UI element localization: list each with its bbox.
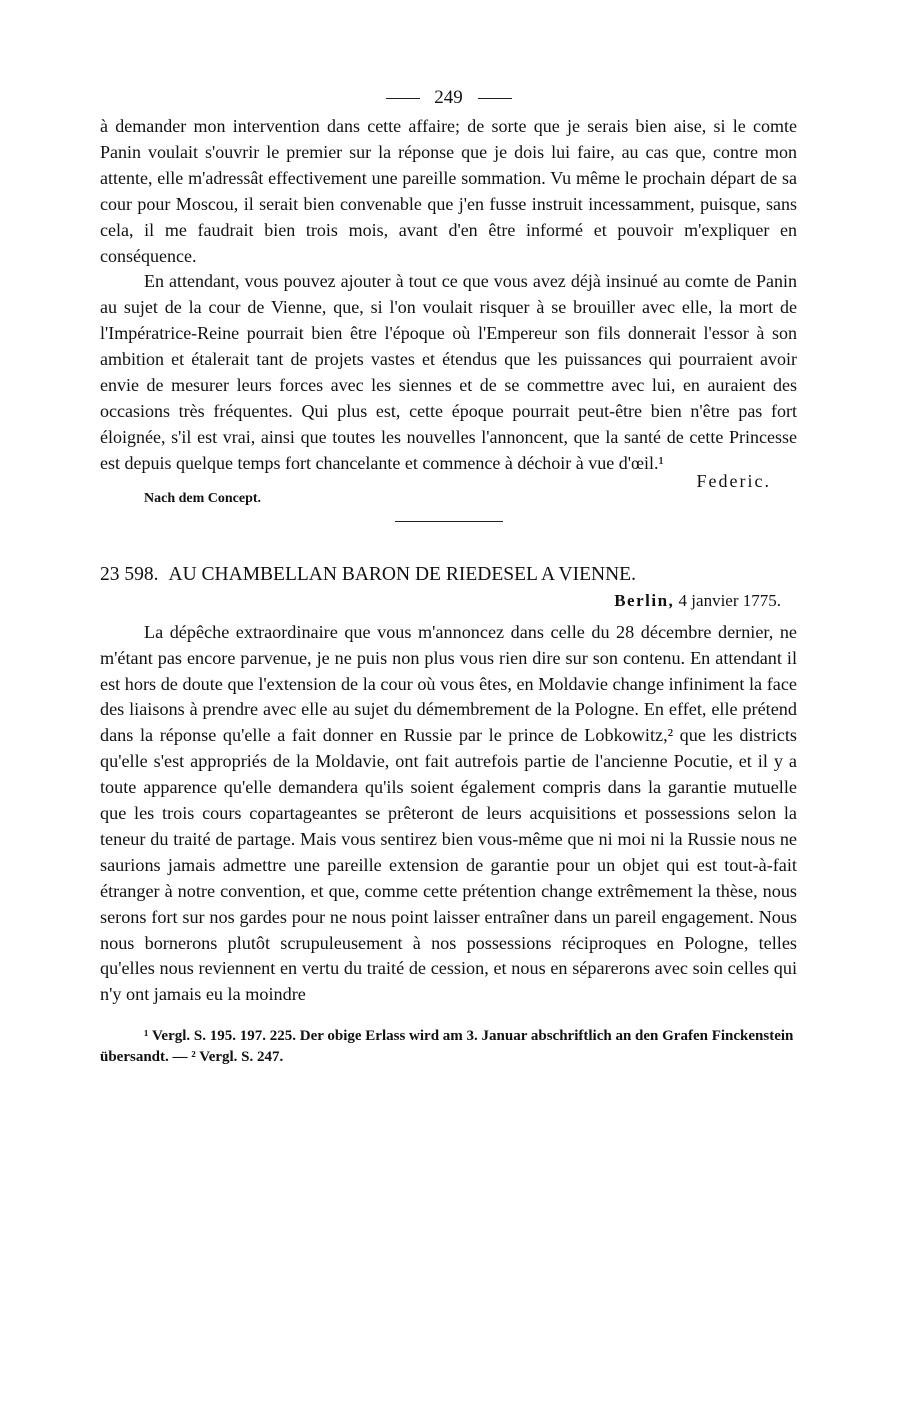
signature: Federic.: [696, 470, 771, 491]
page-header: [100, 84, 797, 114]
date: 4 janvier 1775.: [678, 590, 781, 610]
dateline: [100, 588, 797, 614]
header-dash-right: [478, 98, 512, 99]
letter-closing: [100, 470, 797, 517]
document-title: AU CHAMBELLAN BARON DE RIEDESEL A VIENNE.: [168, 563, 636, 585]
footnotes: ¹ Vergl. S. 195. 197. 225. Der obige Erlass wird am 3. Januar abschriftlich an den Grafen Finckenstein übersandt. — ² Vergl. S. 247.: [100, 1028, 794, 1066]
source-note: Nach dem Concept.: [144, 490, 262, 506]
header-dash-left: [386, 98, 420, 99]
continued-paragraph: à demander mon intervention dans cette affaire; de sorte que je serais bien aise, si le comte Panin voulait s'ouvrir le premier sur la réponse que je dois lui faire, au cas que, contre mon attente, elle m'adressât effectivement une pareille sommation. Vu même le prochain départ de sa cour pour Moscou, il serait bien convenable que j'en fusse instruit incessamment, puisque, sans cela, il me faudrait bien trois mois, avant d'en être informé et pouvoir m'expliquer en conséquence.: [100, 116, 797, 266]
page-number: 249: [434, 87, 463, 108]
letter-paragraph: En attendant, vous pouvez ajouter à tout ce que vous avez déjà insinué au comte de Panin au sujet de la cour de Vienne, que, si l'on voulait risquer à se brouiller avec elle, la mort de l'Impératrice-Reine pourrait bien être l'époque où l'Empereur son fils donnerait l'essor à son ambition et étalerait tant de projets vastes et étendus que les puissances qui pourraient avoir envie de mesurer leurs forces avec les siennes et de se commettre avec lui, en auraient des occasions très fréquentes. Qui plus est, cette époque pourrait peut-être bien n'être pas fort éloignée, s'il est vrai, ainsi que toutes les nouvelles l'annoncent, que la santé de cette Princesse est depuis quelque temps fort chancelante et commence à déchoir à vue d'œil.¹: [100, 271, 797, 473]
document-body: La dépêche extraordinaire que vous m'annoncez dans celle du 28 décembre dernier, ne m'étant pas encore parvenue, je ne puis non plus vous rien dire sur son contenu. En attendant il est hors de doute que l'extension de la cour où vous êtes, en Moldavie change infiniment la face des liaisons à prendre avec elle au sujet du démembrement de la Pologne. En effet, elle prétend dans la réponse qu'elle a fait donner en Russie par le prince de Lobkowitz,² que les districts qu'elle s'est appropriés de la Moldavie, ont fait autrefois partie de l'ancienne Pocutie, et il y a toute apparence qu'elle demandera qu'ils soient également compris dans la garantie mutuelle que les trois cours copartageantes se prêteront de leurs acquisitions et possessions selon la teneur du traité de partage. Mais vous sentirez bien vous-même que ni moi ni la Russie nous ne saurions jamais admettre une pareille extension de garantie pour un objet qui est tout-à-fait étranger à notre convention, et que, comme cette prétention change extrêmement la thèse, nous serons fort sur nos gardes pour ne nous point laisser entraîner dans un pareil engagement. Nous nous bornerons plutôt scrupuleusement à nos possessions réciproques en Pologne, telles qu'elles nous reviennent en vertu du traité de cession, et nous en séparerons avec soin celles qui n'y ont jamais eu la moindre: [100, 621, 797, 1005]
document-heading: [100, 562, 797, 588]
document-page: [100, 84, 797, 1068]
document-number: 23 598.: [100, 563, 159, 585]
date-place: Berlin,: [614, 590, 675, 610]
section-separator: [395, 521, 503, 522]
